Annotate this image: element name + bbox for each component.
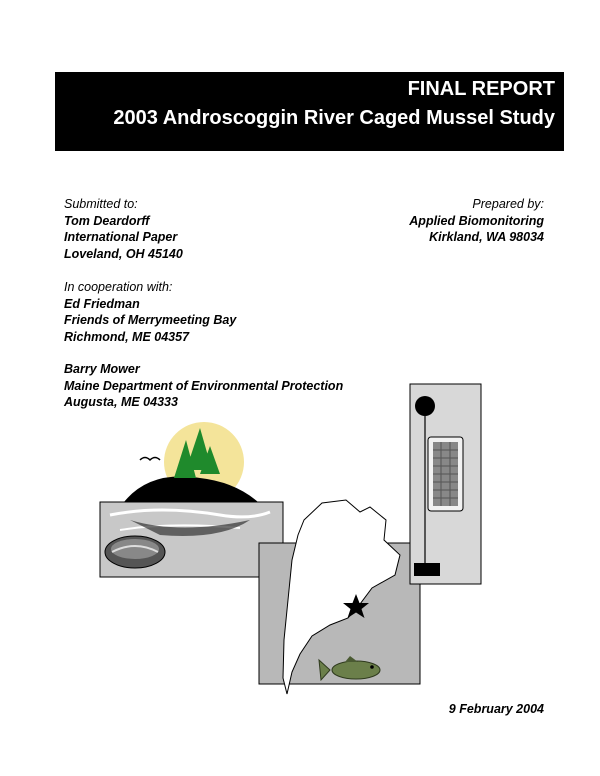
cooperation-label: In cooperation with: — [64, 280, 173, 294]
cooperation-org-2: Maine Department of Environmental Protection — [64, 378, 344, 393]
cooperation-name-1: Ed Friedman — [64, 296, 140, 311]
prepared-by-org: Applied Biomonitoring — [409, 213, 544, 228]
prepared-by-label: Prepared by: — [472, 197, 544, 211]
report-title: 2003 Androscoggin River Caged Mussel Study — [113, 107, 555, 129]
mussel-icon — [105, 536, 165, 568]
cooperation-address-2: Augusta, ME 04333 — [64, 395, 178, 409]
submitted-to-address: Loveland, OH 45140 — [64, 246, 183, 261]
submitted-to-name: Tom Deardorff — [64, 213, 150, 228]
submitted-to-org: International Paper — [64, 230, 178, 244]
report-type: FINAL REPORT — [407, 78, 555, 100]
report-date: 9 February 2004 — [448, 702, 544, 716]
cooperation-name-2: Barry Mower — [64, 362, 140, 376]
mussel-cage-icon — [410, 384, 481, 584]
cooperation-address-1: Richmond, ME 04357 — [64, 329, 190, 344]
prepared-by-address: Kirkland, WA 98034 — [429, 230, 544, 244]
submitted-to-label: Submitted to: — [64, 197, 138, 211]
cooperation-org-1: Friends of Merrymeeting Bay — [64, 313, 237, 327]
